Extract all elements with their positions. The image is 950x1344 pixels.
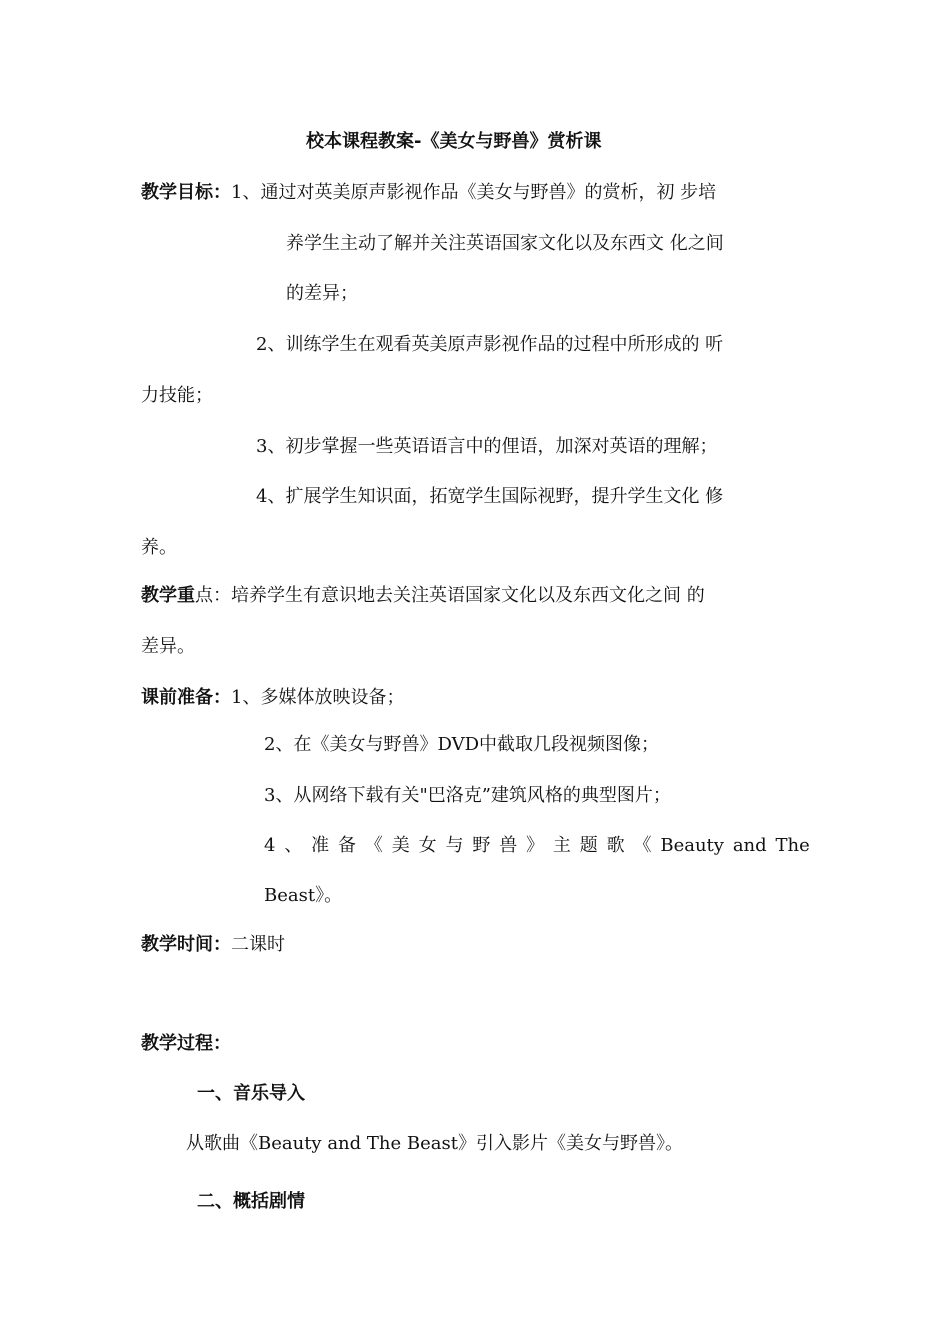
section-2-heading: 二、概括剧情 bbox=[197, 1191, 305, 1212]
objective-1-line-2: 养学生主动了解并关注英语国家文化以及东西文 化之间 bbox=[286, 233, 724, 254]
prep4-part: 题 bbox=[579, 835, 598, 856]
section-1-text: 从歌曲《Beauty and The Beast》引入影片《美女与野兽》。 bbox=[186, 1133, 683, 1154]
objectives-label: 教学目标： bbox=[141, 182, 231, 203]
preparation-item-4-line-1 bbox=[264, 834, 810, 858]
preparation-item-3: 3、从网络下载有关"巴洛克”建筑风格的典型图片； bbox=[264, 785, 671, 806]
prep4-part: 《 bbox=[633, 835, 652, 856]
preparation-item-4-line-2: Beast》。 bbox=[264, 885, 343, 906]
focus-text-line-2: 差异。 bbox=[141, 636, 195, 657]
prep4-part: 女 bbox=[418, 835, 437, 856]
prep4-part: 美 bbox=[391, 835, 410, 856]
preparation-line-1 bbox=[141, 686, 404, 710]
objective-1-line-3: 的差异； bbox=[286, 283, 358, 304]
time-label: 教学时间： bbox=[141, 934, 231, 955]
prep4-part: and bbox=[732, 835, 767, 856]
prep4-part: 主 bbox=[552, 835, 571, 856]
objective-4-line-2: 养。 bbox=[141, 537, 177, 558]
prep4-part: 、 bbox=[284, 835, 303, 856]
time-value: 二课时 bbox=[231, 934, 285, 955]
prep4-part: 野 bbox=[472, 835, 491, 856]
preparation-item-2: 2、在《美女与野兽》DVD中截取几段视频图像； bbox=[264, 734, 659, 755]
document-title: 校本课程教案-《美女与野兽》赏析课 bbox=[306, 131, 602, 152]
objective-2-line-1: 2、训练学生在观看英美原声影视作品的过程中所形成的 听 bbox=[256, 334, 724, 355]
preparation-item-1: 1、多媒体放映设备； bbox=[231, 687, 405, 708]
focus-text-line-1: 培养学生有意识地去关注英语国家文化以及东西文化之间 的 bbox=[231, 585, 705, 606]
objectives-line-1 bbox=[141, 181, 716, 205]
process-label: 教学过程： bbox=[141, 1033, 231, 1054]
prep4-part: Beauty bbox=[660, 835, 724, 856]
prep4-part: 》 bbox=[526, 835, 545, 856]
prep4-part: The bbox=[775, 835, 810, 856]
prep4-part: 4 bbox=[264, 835, 276, 856]
prep4-part: 准 bbox=[311, 835, 330, 856]
objective-2-line-2: 力技能； bbox=[141, 385, 213, 406]
prep4-part: 歌 bbox=[606, 835, 625, 856]
prep4-part: 《 bbox=[364, 835, 383, 856]
objective-3: 3、初步掌握一些英语语言中的俚语，加深对英语的理解； bbox=[256, 436, 718, 457]
prep4-part: 与 bbox=[445, 835, 464, 856]
focus-label-suffix: 点： bbox=[195, 585, 231, 606]
preparation-label: 课前准备： bbox=[141, 687, 231, 708]
objective-1-line-1: 1、通过对英美原声影视作品《美女与野兽》的赏析，初 步培 bbox=[231, 182, 717, 203]
focus-line-1 bbox=[141, 584, 705, 608]
section-1-heading: 一、音乐导入 bbox=[197, 1083, 305, 1104]
focus-label: 教学重 bbox=[141, 585, 195, 606]
objective-4-line-1: 4、扩展学生知识面，拓宽学生国际视野，提升学生文化 修 bbox=[256, 486, 724, 507]
prep4-part: 兽 bbox=[499, 835, 518, 856]
prep4-part: 备 bbox=[338, 835, 357, 856]
time-line bbox=[141, 933, 285, 957]
